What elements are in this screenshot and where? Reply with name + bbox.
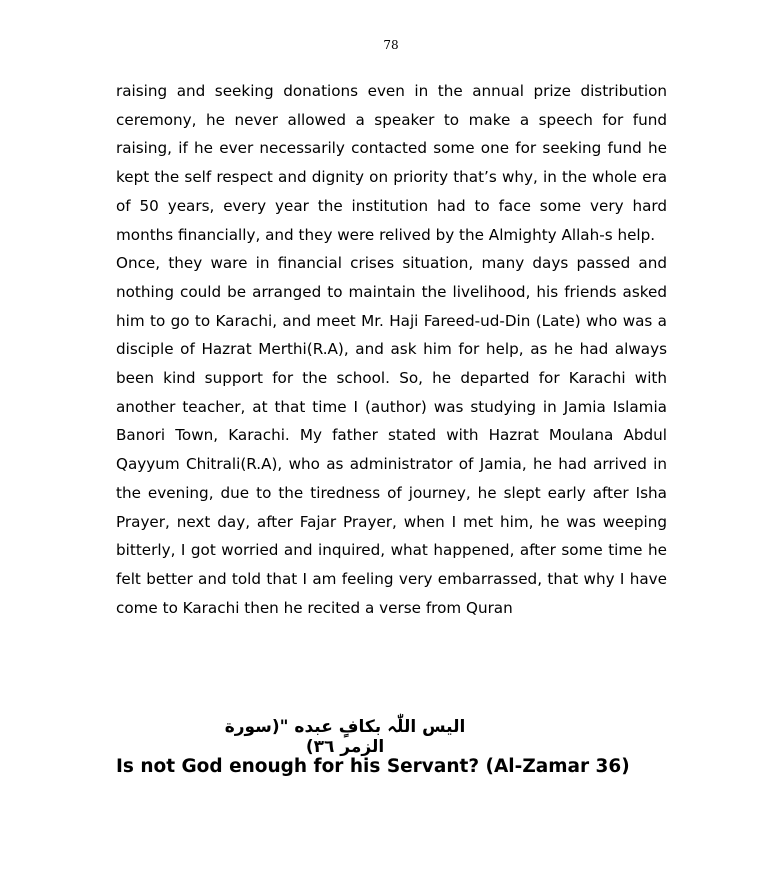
body-text: [116, 77, 667, 622]
paragraph: raising and seeking donations even in the annual prize distribution ceremony, he never allowed a speaker to make a speech for fund raising, if he ever necessarily contacted some one for seeking fund he kept the self respect and dignity on priority that’s why, in the whole era of 50 years, every year the institution had to face some very hard months financially, and they were relived by the Almighty Allah-s help.: [116, 82, 667, 244]
paragraph: Once, they ware in financial crises situation, many days passed and nothing could be arranged to maintain the livelihood, his friends asked him to go to Karachi, and meet Mr. Haji Fareed-ud-Din (Late) who was a disciple of Hazrat Merthi(R.A), and ask him for help, as he had always been kind support for the school. So, he departed for Karachi with another teacher, at that time I (author) was studying in Jamia Islamia Banori Town, Karachi. My father stated with Hazrat Moulana Abdul Qayyum Chitrali(R.A), who as administrator of Jamia, he had arrived in the evening, due to the tiredness of journey, he slept early after Isha Prayer, next day, after Fajar Prayer, when I met him, he was weeping bitterly, I got worried and inquired, what happened, after some time he felt better and told that I am feeling very embarrassed, that why I have come to Karachi then he recited a verse from Quran: [116, 254, 667, 617]
verse-translation: Is not God enough for his Servant? (Al-Zamar 36): [116, 756, 630, 777]
arabic-verse: اليس اللّٰہ بكافٍ عبده "(سورة الزمر ٣٦): [224, 717, 466, 757]
page-number: 78: [383, 38, 399, 52]
